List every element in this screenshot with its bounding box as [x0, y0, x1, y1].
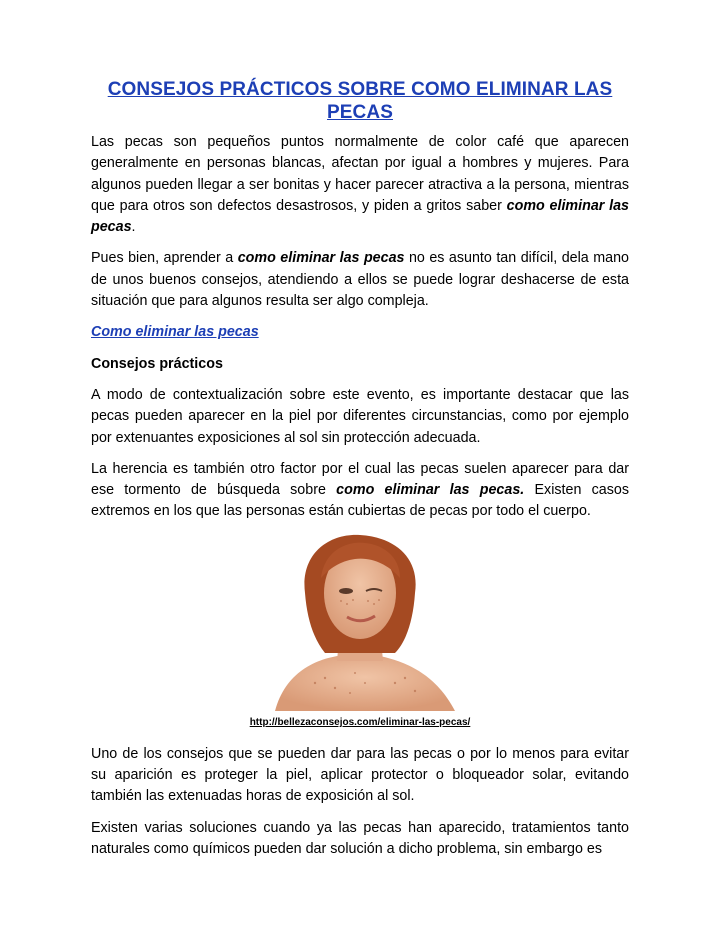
keyword-emphasis: como eliminar las pecas [91, 197, 630, 236]
document-title: CONSEJOS PRÁCTICOS SOBRE COMO ELIMINAR LAS PECAS [107, 79, 613, 123]
source-url-link[interactable]: http://bellezaconsejos.com/eliminar-las-pecas/ [249, 716, 471, 728]
document-page [91, 78, 629, 870]
figure [91, 533, 629, 711]
paragraph-3: A modo de contextualización sobre este evento, es importante destacar que las pecas pueden aparecer en la piel por diferentes circunstancias, como por ejemplo por extenuantes exposiciones al sol sin protección adecuada. [91, 386, 629, 446]
section-heading: Consejos prácticos [91, 355, 223, 372]
paragraph-2: Pues bien, aprender a como eliminar las pecas no es asunto tan difícil, dela mano de unos buenos consejos, atendiendo a ellos se puede lograr deshacerse de esta situación que para algunos resulta ser algo compleja. [91, 250, 629, 310]
freckled-woman-photo [255, 533, 465, 711]
keyword-emphasis: como eliminar las pecas. [336, 482, 525, 499]
paragraph-4: La herencia es también otro factor por el cual las pecas suelen aparecer para dar ese tormento de búsqueda sobre como eliminar las pecas. Existen casos extremos en los que las personas están cubiertas de pecas por todo el cuerpo. [91, 460, 629, 520]
paragraph-5: Uno de los consejos que se pueden dar para las pecas o por lo menos para evitar su aparición es proteger la piel, aplicar protector o bloqueador solar, evitando también las extenuadas horas de exposición al sol. [91, 745, 629, 805]
eliminar-pecas-link[interactable]: Como eliminar las pecas [91, 324, 259, 341]
link-paragraph [91, 322, 629, 343]
keyword-emphasis: como eliminar las pecas [237, 250, 405, 267]
paragraph-intro: Las pecas son pequeños puntos normalmente de color café que aparecen generalmente en personas blancas, afectan por igual a hombres y mujeres. Para algunos pueden llegar a ser bonitas y hacer parecer atractiva a la persona, mientras que para otros son defectos desastrosos, y piden a gritos saber como eliminar las pecas. [91, 134, 630, 236]
paragraph-6: Existen varias soluciones cuando ya las pecas han aparecido, tratamientos tanto naturales como químicos pueden dar solución a dicho problema, sin embargo es [91, 819, 629, 857]
image-caption [91, 717, 629, 728]
